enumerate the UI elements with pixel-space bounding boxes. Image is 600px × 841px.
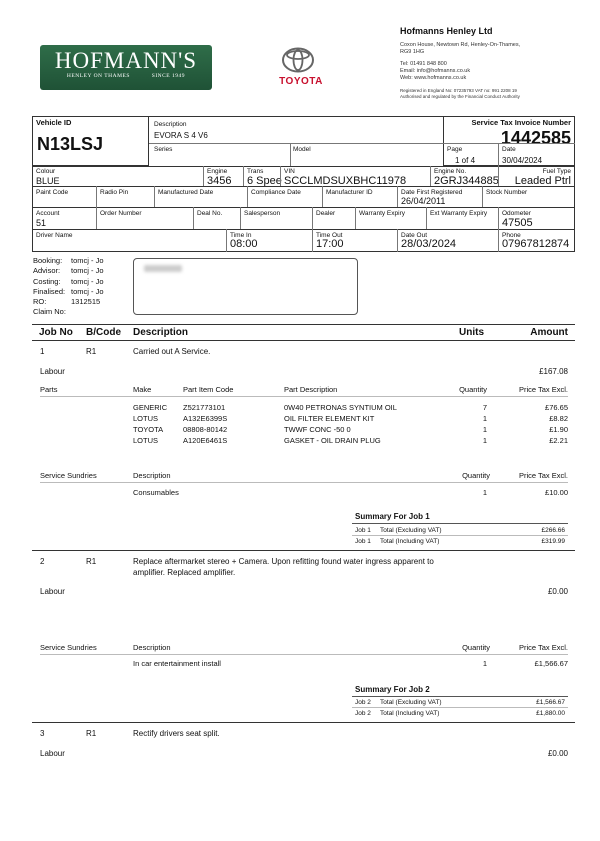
vin-label: VIN [284,168,295,175]
time-in-value: 08:00 [230,238,258,250]
job-2-description-line-2: amplifier. Replaced amplifier. [133,568,236,577]
time-out-label: Time Out [316,232,343,239]
job-1-sundries-qty-header: Quantity [462,471,490,480]
job-2-sundry-description: In car entertainment install [133,659,221,668]
part-row-4-make: LOTUS [133,436,159,445]
part-row-3-code: 08808-80142 [183,425,228,434]
part-row-3-price: £1.90 [549,425,568,434]
deal-no-label: Deal No. [197,210,223,217]
job-2-sundries-qty-header: Quantity [462,643,490,652]
part-row-1-code: Z521773101 [183,403,226,412]
job-1-sundry-qty: 1 [482,488,487,497]
job-1-code: R1 [86,347,97,356]
vehicle-id-value: N13LSJ [37,134,104,154]
job-3-labour-label: Labour [40,749,65,758]
job-1-description: Carried out A Service. [133,347,211,356]
page-label: Page [447,146,463,153]
description-label: Description [154,121,187,128]
job-2-sundries-label: Service Sundries [40,643,97,652]
redacted-customer-name [144,265,182,272]
customer-address-box [133,258,358,315]
parts-price-header: Price Tax Excl. [518,385,568,394]
job-2-code: R1 [86,557,97,566]
engine-label: Engine [207,168,228,175]
part-row-4-description: GASKET - OIL DRAIN PLUG [284,436,381,445]
job-1-sundry-description: Consumables [133,488,179,497]
part-row-2-code: A132E6399S [183,414,228,423]
parts-make-column [133,402,167,446]
finalised-label: Finalised: [33,286,66,296]
job-3-number: 3 [40,729,45,738]
ro-label: RO: [33,297,47,307]
model-label: Model [293,146,311,153]
claim-no-label: Claim No: [33,307,66,317]
job-1-number: 1 [40,347,45,356]
job-1-sundries-desc-header: Description [133,471,171,480]
job-1-summary-title: Summary For Job 1 [355,512,430,521]
trans-label: Trans [247,168,264,175]
engine-no-label: Engine No. [434,168,467,175]
engine-no-value: 2GRJ344885 [434,175,499,187]
booking-value: tomcj - Jo [71,256,104,265]
trans-value: 6 Spee [247,175,282,187]
job-2-sundry-qty: 1 [482,659,487,668]
time-out-value: 17:00 [316,238,344,250]
parts-code-column [183,402,227,446]
job-1-summary-excl-job: Job 1 [355,527,371,534]
finalised-value: tomcj - Jo [71,286,104,296]
order-number-label: Order Number [100,210,142,217]
parts-quantity-header: Quantity [459,385,487,394]
part-row-2-make: LOTUS [133,414,159,423]
vehicle-id-label: Vehicle ID [36,118,72,127]
job-2-sundries-price-header: Price Tax Excl. [518,643,568,652]
odometer-label: Odometer [502,210,531,217]
driver-name-label: Driver Name [36,232,73,239]
advisor-label: Advisor: [33,266,61,276]
stock-number-label: Stock Number [486,189,528,196]
job-2-description-line-1: Replace aftermarket stereo + Camera. Upon refitting found water ingress apparent to [133,557,434,566]
job-3-code: R1 [86,729,97,738]
company-details [400,26,590,100]
column-units: Units [459,327,484,338]
job-2-summary-title: Summary For Job 2 [355,685,430,694]
logo-location: HENLEY ON THAMES [66,73,130,79]
first-registered-label: Date First Registered [401,189,463,196]
part-row-1-description: 0W40 PETRONAS SYNTIUM OIL [284,403,397,412]
parts-desc-column [284,402,397,446]
column-description: Description [133,327,189,338]
ro-value: 1312515 [71,297,101,307]
invoice-number: 1442585 [500,128,571,148]
job-1-total-excl-vat: £266.66 [541,527,565,534]
salesperson-label: Salesperson [244,210,281,217]
company-tel: Tel: 01491 848 800 [400,61,447,67]
job-2-summary-excl-label: Total (Excluding VAT) [380,699,442,706]
part-row-3-make: TOYOTA [133,425,164,434]
date-out-label: Date Out [401,232,428,239]
compliance-date-label: Compliance Date [251,189,301,196]
colour-label: Colour [36,168,56,175]
colour-value: BLUE [36,176,60,186]
job-1-sundries-label: Service Sundries [40,471,97,480]
company-reg-2: Authorised and regulated by the Financial Conduct Authority [400,94,520,99]
date-label: Date [502,146,516,153]
booking-label: Booking: [33,256,63,265]
job-1-summary-excl-label: Total (Excluding VAT) [380,527,442,534]
page-value: 1 of 4 [455,156,476,165]
dealer-label: Dealer [316,210,336,217]
part-row-3-description: TWWF CONC -50 0 [284,425,351,434]
job-1-sundry-price: £10.00 [545,488,568,497]
toyota-emblem-icon [282,47,314,73]
job-2-number: 2 [40,557,45,566]
logo-since: SINCE 1949 [151,73,186,79]
part-row-2-description: OIL FILTER ELEMENT KIT [284,414,375,423]
engine-value: 3456 [207,175,232,187]
job-1-labour-amount: £167.08 [539,367,568,376]
ext-warranty-label: Ext Warranty Expiry [430,210,488,217]
job-2-summary-incl-job: Job 2 [355,710,371,717]
parts-price-column [495,402,568,446]
part-row-1-price: £76.65 [545,403,568,412]
manufacturer-id-label: Manufacturer ID [326,189,373,196]
company-email: Email: info@hofmanns.co.uk [400,68,471,74]
vin-value: SCCLMDSUXBHC11978 [284,175,407,187]
part-row-1-make: GENERIC [133,403,168,412]
job-1-summary-incl-label: Total (Including VAT) [380,538,440,545]
fuel-type-label: Fuel Type [542,168,571,175]
job-2-summary-incl-label: Total (Including VAT) [380,710,440,717]
part-row-2-price: £8.82 [549,414,568,423]
job-1-sundries-price-header: Price Tax Excl. [518,471,568,480]
job-2-summary-excl-job: Job 2 [355,699,371,706]
account-value: 51 [36,218,47,228]
company-name: Hofmanns Henley Ltd [400,26,493,36]
description-value: EVORA S 4 V6 [154,131,208,140]
column-bcode: B/Code [86,327,121,338]
hofmanns-logo [40,45,212,90]
costing-value: tomcj - Jo [71,276,104,286]
parts-section-label: Parts [40,385,58,394]
job-2-sundries-desc-header: Description [133,643,171,652]
job-2-total-incl-vat: £1,880.00 [536,710,565,717]
parts-qty-column [440,402,487,446]
job-2-sundry-price: £1,566.67 [534,659,568,668]
date-value: 30/04/2024 [502,156,543,165]
parts-make-header: Make [133,385,152,394]
part-row-2-qty: 1 [482,414,487,423]
column-job-no: Job No [39,327,73,338]
parts-description-header: Part Description [284,385,338,394]
invoice-label: Service Tax Invoice Number [471,118,571,127]
warranty-expiry-label: Warranty Expiry [359,210,405,217]
part-row-4-price: £2.21 [549,436,568,445]
odometer-value: 47505 [502,217,533,229]
parts-item-code-header: Part Item Code [183,385,234,394]
fuel-type-value: Leaded Ptrl [514,175,571,187]
part-row-1-qty: 7 [482,403,487,412]
column-amount: Amount [530,327,568,338]
paint-code-label: Paint Code [36,189,69,196]
first-registered-value: 26/04/2011 [401,196,446,206]
account-label: Account [36,210,60,217]
part-row-3-qty: 1 [482,425,487,434]
series-label: Series [154,146,173,153]
logo-name: HOFMANN'S [54,48,198,73]
job-2-labour-amount: £0.00 [547,587,568,596]
job-3-description: Rectify drivers seat split. [133,729,220,738]
phone-label: Phone [502,232,521,239]
booking-info [33,256,133,318]
job-1-labour-label: Labour [40,367,65,376]
toyota-wordmark: TOYOTA [279,76,323,87]
manufactured-date-label: Manufactured Date [158,189,214,196]
company-reg-1: Registered in England No: 07235793 VAT no: 991 2208 19 [400,88,517,93]
job-1-summary-incl-job: Job 1 [355,538,371,545]
part-row-4-code: A120E6461S [183,436,228,445]
job-3-labour-amount: £0.00 [547,749,568,758]
job-1-total-incl-vat: £319.99 [541,538,565,545]
radio-pin-label: Radio Pin [100,189,129,196]
company-address-2: RG9 1HG [400,49,425,55]
company-address-1: Coxon House, Newtown Rd, Henley-On-Thames, [400,42,521,48]
phone-value: 07967812874 [502,238,570,250]
date-out-value: 28/03/2024 [401,238,457,250]
time-in-label: Time In [230,232,252,239]
job-2-labour-label: Labour [40,587,65,596]
company-web: Web: www.hofmanns.co.uk [400,75,467,81]
job-2-total-excl-vat: £1,566.67 [536,699,565,706]
costing-label: Costing: [33,276,61,286]
part-row-4-qty: 1 [482,436,487,445]
advisor-value: tomcj - Jo [71,266,104,276]
